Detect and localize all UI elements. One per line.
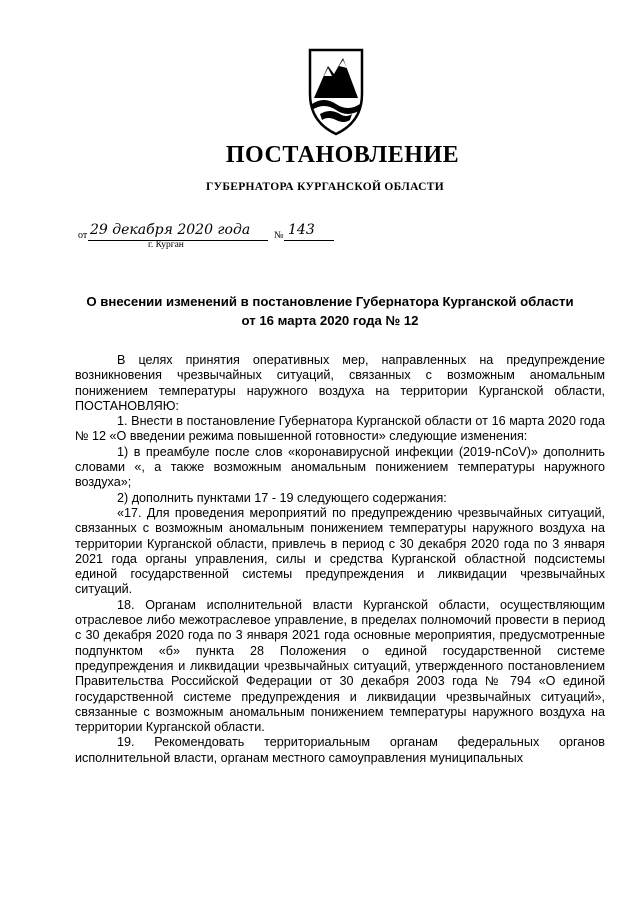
- document-body: [75, 353, 605, 766]
- paragraph-item-18: 18. Органам исполнительной власти Курганской области, осуществляющим отраслевое либо межотраслевое управление, в пределах полномочий провести в период с 30 декабря 2020 года по 3 января 2021 года основные мероприятия, предусмотренные подпунктом «б» пункта 28 Положения о единой государственной системе предупреждения и ликвидации чрезвычайных ситуаций, утвержденного постановлением Правительства Российской Федерации от 30 декабря 2003 года № 794 «О единой государственной системе предупреждения и ликвидации чрезвычайных ситуаций», связанные с возможным аномальным понижением температуры наружного воздуха на территории Курганской области.: [75, 597, 605, 735]
- heading-line-2: от 16 марта 2020 года № 12: [241, 313, 419, 328]
- handwritten-number: 143: [288, 222, 315, 238]
- paragraph-item-17: «17. Для проведения мероприятий по предупреждению чрезвычайных ситуаций, связанных с возможным аномальным понижением температуры наружного воздуха на территории Курганской области, привлечь в период с 30 декабря 2020 года по 3 января 2021 года органы управления, силы и средства Курганской областной подсистемы единой государственной системы предупреждения и ликвидации чрезвычайных ситуаций.: [75, 505, 605, 597]
- paragraph-subitem-2: 2) дополнить пунктами 17 - 19 следующего содержания:: [117, 490, 447, 505]
- number-underline: [284, 240, 334, 241]
- number-sign: №: [274, 230, 284, 241]
- paragraph-preamble: В целях принятия оперативных мер, направленных на предупреждение возникновения чрезвычайных ситуаций, связанных с возможным аномальным понижением температуры наружного воздуха на территории Курганской области, ПОСТАНОВЛЯЮ:: [75, 353, 605, 413]
- handwritten-date: 29 декабря 2020 года: [90, 222, 251, 238]
- coat-of-arms-emblem: [306, 48, 366, 136]
- document-heading: [60, 292, 600, 330]
- city-label: г. Курган: [148, 240, 184, 250]
- paragraph-item-1: 1. Внести в постановление Губернатора Курганской области от 16 марта 2020 года № 12 «О введении режима повышенной готовности» следующие изменения:: [75, 414, 605, 444]
- heading-line-1: О внесении изменений в постановление Губернатора Курганской области: [86, 294, 574, 309]
- paragraph-item-19: 19. Рекомендовать территориальным органам федеральных органов исполнительной власти, органам местного самоуправления муниципальных: [75, 735, 605, 765]
- paragraph-subitem-1: 1) в преамбуле после слов «коронавирусной инфекции (2019-nCoV)» дополнить словами «, а также возможным аномальным понижением температуры наружного воздуха»;: [75, 444, 605, 490]
- document-date-number: [78, 222, 358, 262]
- date-prefix: от: [78, 230, 88, 241]
- document-title: ПОСТАНОВЛЕНИЕ: [225, 142, 460, 168]
- issuer-subtitle: ГУБЕРНАТОРА КУРГАНСКОЙ ОБЛАСТИ: [206, 181, 444, 193]
